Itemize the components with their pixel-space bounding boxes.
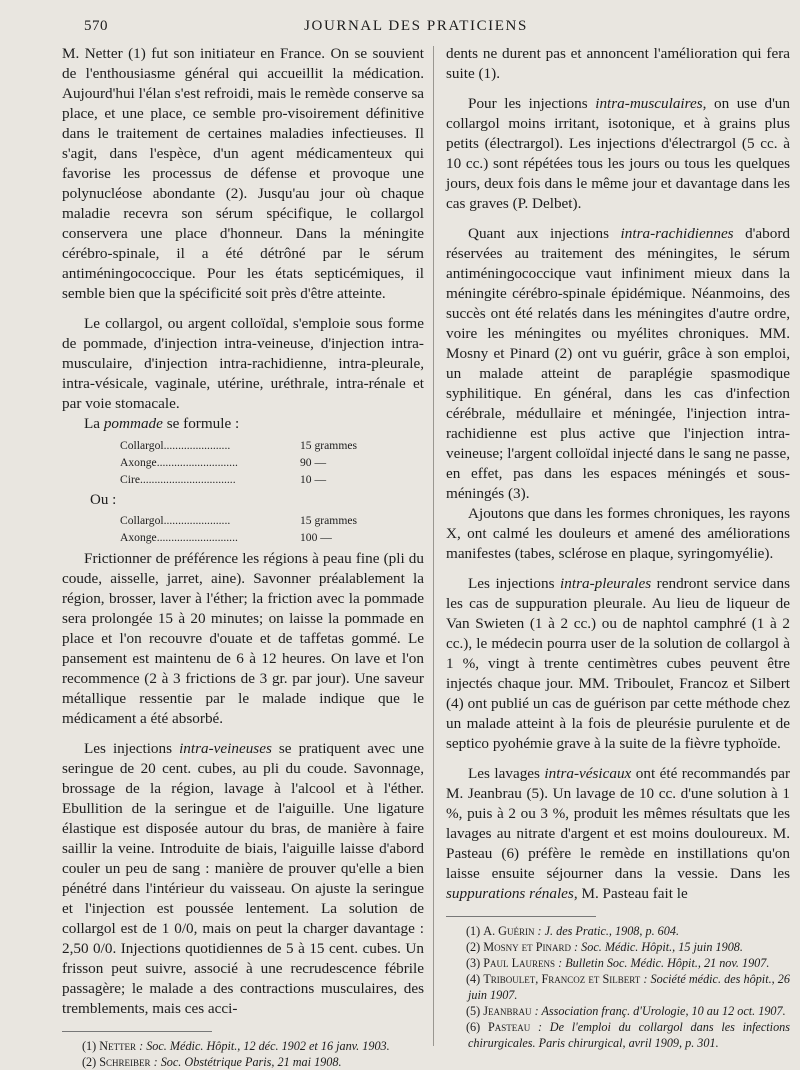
recipe-list xyxy=(120,437,380,488)
recipe-row: Collargol....................... 15 grammes xyxy=(120,439,357,452)
paragraph: Quant aux injections intra-rachidiennes d'abord réservées au traitement des méningites, le sérum antiméningococcique vaut infiniment mieux dans la méningite cérébro-spinale épidémique. Néanmoins, des succès ont été relatés dans les méningites d'autre ordre, voire les méningites ou myélites chroniques. MM. Mosny et Pinard (2) ont vu guérir, grâce à son emploi, un malade atteint de paraplégie spasmodique syphilitique. En général, dans les cas d'infection cérébrale, médullaire et méningée, l'injection intra-rachidienne est plus active que l'injection intra-veineuse; l'argent colloïdal injecté dans le sang ne passe, en effet, pas dans les espaces méningés et sous-méningés (3). xyxy=(446,225,790,502)
right-column xyxy=(446,44,790,1051)
paragraph: M. Netter (1) fut son initiateur en France. On se souvient de l'enthousiasme général qui accueillit la médication. Aujourd'hui l'élan s'est refroidi, mais le remède conserve sa place, et une place, ce semble pro-visoirement définitive dans le traitement de certaines maladies infectieuses. Il s'agit, dans l'espèce, d'un agent médicamenteux qui favorise les processus de défense et provoque une polynucléose abondante (2). Jusqu'au jour où chaque maladie recevra son sérum spécifique, le collargol conservera une place d'honneur. Dans la méningite cérébro-spinale, il a été détrôné par le sérum antiméningococcique. Pour les états septicémiques, il semble bien que la spécificité soit près d'être atteinte. xyxy=(62,45,424,302)
recipe-row: Axonge............................ 100 — xyxy=(120,531,332,544)
recipe-row: Collargol....................... 15 grammes xyxy=(120,514,357,527)
column-divider xyxy=(433,46,434,1046)
paragraph: Le collargol, ou argent colloïdal, s'emploie sous forme de pommade, d'injection intra-veineuse, d'injection intra-musculaire, d'injection intra-rachidienne, intra-pleurale, intra-vésicale, vaginale, utérine, uréthrale, intra-rénale et par voie stomacale. xyxy=(62,315,424,412)
footnote: (6) Pasteau : De l'emploi du collargol dans les infections chirurgicales. Paris chirurgical, avril 1909, p. 301. xyxy=(466,1020,790,1050)
recipe-row: Cire................................. 10 — xyxy=(120,473,327,486)
footnote: (2) Mosny et Pinard : Soc. Médic. Hôpit., 15 juin 1908. xyxy=(466,940,743,954)
journal-title: JOURNAL DES PRATICIENS xyxy=(304,18,528,34)
paragraph: Frictionner de préférence les régions à peau fine (pli du coude, aisselle, jarret, aine). Savonner préalablement la région, brosser, laver à l'éther; la friction avec la pommade sera prolongée 15 à 20 minutes; on laisse la pommade en place et l'on recouvre d'ouate et de taffetas gommé. Le pansement est maintenu de 6 à 12 heures. On lave et l'on recommence (2 à 3 frictions de 3 gr. par jour). Une saveur métallique ressentie par le malade indique que le médicament a été absorbé. xyxy=(62,550,424,727)
paragraph: La pommade se formule : xyxy=(84,415,240,432)
footnote: (1) A. Guérin : J. des Pratic., 1908, p. 604. xyxy=(466,924,680,938)
paragraph: Pour les injections intra-musculaires, on use d'un collargol moins irritant, isotonique, et à grains plus petits (électrargol). Les injections d'électrargol (5 cc. à 10 cc.) sont répétées tous les jours ou tous les quelques jours, deux fois dans le même jour et davantage dans les cas graves (P. Delbet). xyxy=(446,95,790,212)
footnote: (4) Triboulet, Francoz et Silbert : Société médic. des hôpit., 26 juin 1907. xyxy=(466,972,790,1002)
recipe-list xyxy=(120,512,380,546)
footnote: (3) Paul Laurens : Bulletin Soc. Médic. Hôpit., 21 nov. 1907. xyxy=(466,956,770,970)
paragraph: Les injections intra-veineuses se pratiquent avec une seringue de 20 cent. cubes, au pli du coude. Savonnage, brossage de la région, lavage à l'alcool et à l'éther. Ebullition de la seringue et de l'aiguille. Une ligature élastique est disposée autour du bras, de manière à faire saillir la veine. Introduite de biais, l'aiguille laisse d'abord couler un peu de sang : manière de prouver qu'elle a bien pénétré dans l'intérieur du vaisseau. On ajuste la seringue et l'injection est poussée lentement. La solution de collargol est de 1 0/0, mais on peut la charger davantage : 2,50 0/0. Injections quotidiennes de 5 à 15 cent. cubes. Un frisson peut suivre, associé à une recrudescence fébrile passagère; le malade a des contractions musculaires, des tremblements, mais ces acci- xyxy=(62,740,424,1017)
paragraph: Les injections intra-pleurales rendront service dans les cas de suppuration pleurale. Au lieu de liqueur de Van Swieten (1 à 2 cc.) ou de naphtol camphré (1 à 2 cc.), le médecin pourra user de la solution de collargol à 1 %, vingt à trente centimètres cubes peuvent être injectés chaque jour. MM. Triboulet, Francoz et Silbert (4) ont publié un cas de guérison par cette méthode chez un malade atteint à la fois de pleurésie purulente et de septico pyohémie grave à la suite de la fièvre typhoïde. xyxy=(446,575,791,752)
paragraph: dents ne durent pas et annoncent l'amélioration qui fera suite (1). xyxy=(446,45,790,82)
footnote-rule xyxy=(446,916,596,917)
paragraph: Les lavages intra-vésicaux ont été recommandés par M. Jeanbrau (5). Un lavage de 10 cc. d'une solution à 1 %, puis à 2 ou 3 %, produit les mêmes résultats que les lavages au nitrate d'argent et est moins douloureux. M. Pasteau (6) préfère le remède en instillations qu'on laisse ensuite séjourner dans la vessie. Dans les suppurations rénales, M. Pasteau fait le xyxy=(446,765,791,902)
page-header xyxy=(62,14,770,42)
page-number: 570 xyxy=(84,18,108,34)
paragraph: Ajoutons que dans les formes chroniques, les rayons X, ont calmé les douleurs et amené des améliorations manifestes (tabes, sclérose en plaque, syringomyélie). xyxy=(446,505,790,562)
footnote-rule xyxy=(62,1031,212,1032)
recipe-row: Axonge............................ 90 — xyxy=(120,456,327,469)
ou-label: Ou : xyxy=(90,492,117,508)
footnote: (2) Schreiber : Soc. Obstétrique Paris, 21 mai 1908. xyxy=(82,1055,342,1069)
footnote: (5) Jeanbrau : Association franç. d'Urologie, 10 au 12 oct. 1907. xyxy=(466,1004,786,1018)
footnote: (1) Netter : Soc. Médic. Hôpit., 12 déc. 1902 et 16 janv. 1903. xyxy=(82,1039,390,1053)
left-column xyxy=(62,44,424,1070)
